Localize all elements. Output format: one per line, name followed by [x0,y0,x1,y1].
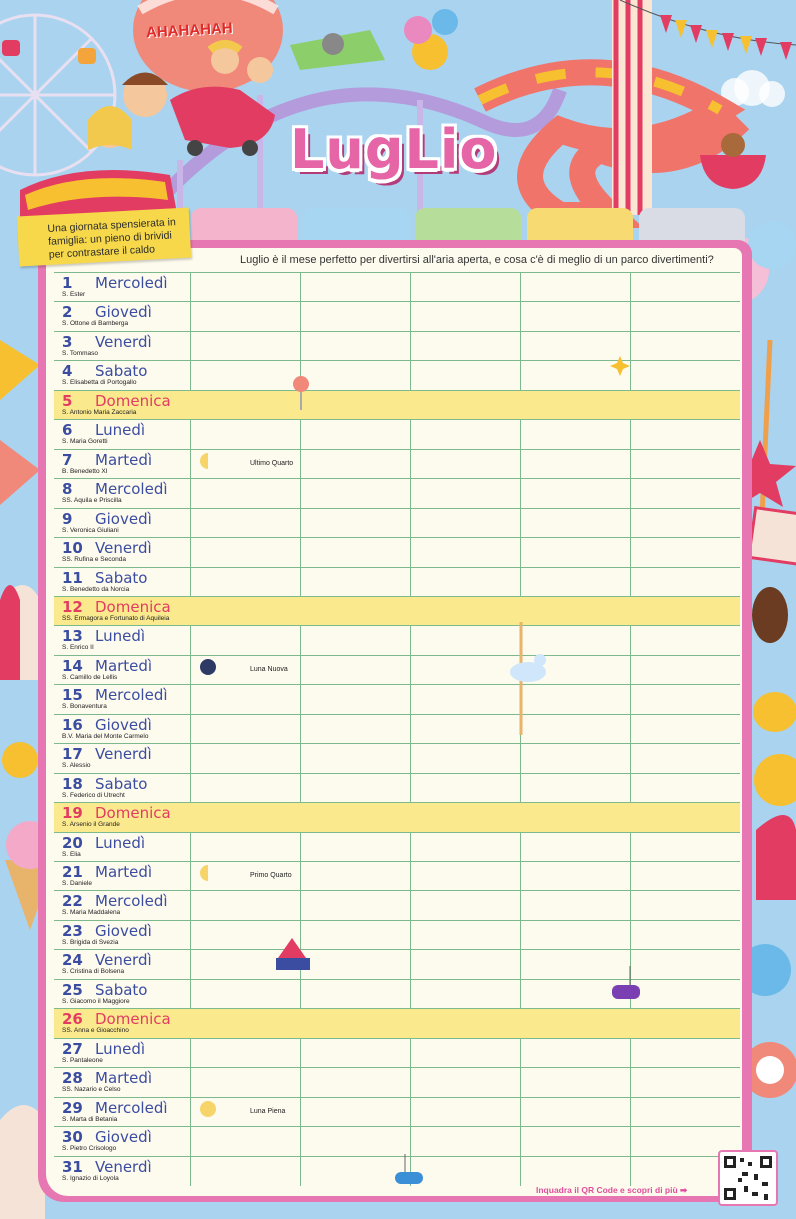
day-name: Lunedì [95,421,146,440]
day-number: 8 [62,480,73,499]
saint-name: S. Federico di Utrecht [62,791,125,799]
saint-name: S. Daniele [62,880,92,887]
day-number: 18 [62,774,83,793]
day-name: Giovedì [95,509,152,528]
saint-name: S. Pietro Crisologo [62,1145,117,1153]
carousel-horse-icon [510,622,546,735]
carousel-tent-icon [276,938,310,970]
day-name: Giovedì [95,715,152,734]
moon-phase-label: Luna Nuova [250,665,288,673]
saint-name: SS. Rufina e Seconda [62,556,126,564]
saint-name: B. Benedetto XI [62,467,108,475]
qr-caption: Inquadra il QR Code e scopri di più ➡ [536,1185,688,1195]
day-number: 30 [62,1128,83,1147]
day-number: 11 [62,568,83,587]
day-name: Mercoledì [95,892,168,911]
day-name: Mercoledì [95,480,168,499]
day-name: Venerdì [95,951,152,970]
day-name: Sabato [95,568,148,587]
day-name: Domenica [95,804,171,823]
day-number: 29 [62,1098,83,1117]
day-name: Giovedì [95,921,152,940]
saint-name: S. Elia [62,850,81,858]
saint-name: S. Marta di Betania [62,1115,118,1123]
day-number: 20 [62,833,83,852]
saint-name: S. Pantaleone [62,1056,103,1064]
saint-name: S. Alessio [62,762,91,770]
moon-phase-label: Primo Quarto [250,872,292,879]
day-number: 2 [62,303,73,322]
saint-name: S. Antonio Maria Zaccaria [62,408,137,416]
saint-name: S. Ignazio di Loyola [62,1174,119,1182]
saint-name: SS. Anna e Gioacchino [62,1027,129,1035]
day-number: 14 [62,656,83,675]
day-number: 23 [62,921,83,940]
calendar-subtitle: Luglio è il mese perfetto per divertirsi all'aria aperta, e cosa c'è di meglio di un parco divertimenti? [240,254,714,266]
day-name: Domenica [95,1010,171,1029]
day-name: Martedì [95,1069,153,1088]
qr-code-icon [720,1152,776,1204]
bumper-car-icon [612,966,640,999]
day-name: Giovedì [95,1128,152,1147]
day-name: Sabato [95,980,148,999]
day-number: 24 [62,951,83,970]
saint-name: S. Arsenio il Grande [62,821,120,829]
saint-name: S. Ester [62,291,86,298]
day-number: 9 [62,509,73,528]
day-number: 13 [62,627,83,646]
saint-name: S. Brigida di Svezia [62,938,119,946]
day-number: 4 [62,362,73,381]
page-title: LugLio [290,118,498,181]
saint-name: S. Maria Goretti [62,438,108,446]
day-name: Sabato [95,774,148,793]
saint-name: S. Elisabetta di Portogallo [62,379,137,387]
saint-name: SS. Nazario e Celso [62,1086,121,1094]
day-number: 26 [62,1010,83,1029]
saint-name: S. Benedetto da Norcia [62,585,130,593]
saint-name: S. Ottone di Bamberga [62,320,129,328]
saint-name: S. Tommaso [62,349,99,357]
laugh-text: AHAHAHAH [145,19,234,42]
day-name: Venerdì [95,539,152,558]
day-number: 19 [62,804,83,823]
saint-name: S. Bonaventura [62,703,107,711]
qr-code[interactable] [718,1150,778,1206]
day-name: Lunedì [95,627,146,646]
moon-phase-label: Luna Piena [250,1107,286,1115]
day-number: 25 [62,980,83,999]
day-name: Martedì [95,450,153,469]
saint-name: S. Camillo de Lellis [62,673,118,681]
day-number: 7 [62,450,73,469]
day-name: Venerdì [95,1157,152,1176]
day-number: 6 [62,421,73,440]
day-number: 27 [62,1039,83,1058]
day-number: 10 [62,539,83,558]
saint-name: S. Maria Maddalena [62,909,121,917]
day-name: Mercoledì [95,686,168,705]
day-number: 17 [62,745,83,764]
day-name: Lunedì [95,833,146,852]
bumper-car-icon [395,1154,423,1184]
saint-name: SS. Aquila e Priscilla [62,497,122,505]
saint-name: S. Giacomo il Maggiore [62,997,130,1005]
day-number: 1 [62,274,73,292]
saint-name: B.V. Maria del Monte Carmelo [62,732,149,740]
day-name: Giovedì [95,303,152,322]
day-name: Martedì [95,656,153,675]
intro-note: Una giornata spensierata in famiglia: un pieno di brividi per contrastare il caldo [17,208,191,267]
day-number: 21 [62,863,83,881]
saint-name: S. Cristina di Bolsena [62,968,125,976]
day-name: Sabato [95,362,148,381]
day-name: Lunedì [95,1039,146,1058]
saint-name: SS. Ermagora e Fortunato di Aquileia [62,614,170,622]
day-name: Domenica [95,597,171,616]
day-number: 12 [62,597,83,616]
day-number: 31 [62,1157,83,1176]
day-name: Mercoledì [95,1098,168,1117]
moon-phase-label: Ultimo Quarto [250,459,294,467]
day-number: 5 [62,391,73,410]
day-number: 3 [62,332,73,351]
day-number: 22 [62,892,83,911]
day-number: 16 [62,715,83,734]
day-name: Domenica [95,391,171,410]
day-number: 15 [62,686,83,705]
day-name: Martedì [95,863,153,881]
day-number: 28 [62,1069,83,1088]
day-name: Venerdì [95,332,152,351]
saint-name: S. Enrico II [62,644,94,652]
saint-name: S. Veronica Giuliani [62,526,119,534]
lollipop-icon [293,376,309,410]
day-name: Venerdì [95,745,152,764]
sparkle-icon [610,356,630,376]
day-name: Mercoledì [95,274,168,292]
